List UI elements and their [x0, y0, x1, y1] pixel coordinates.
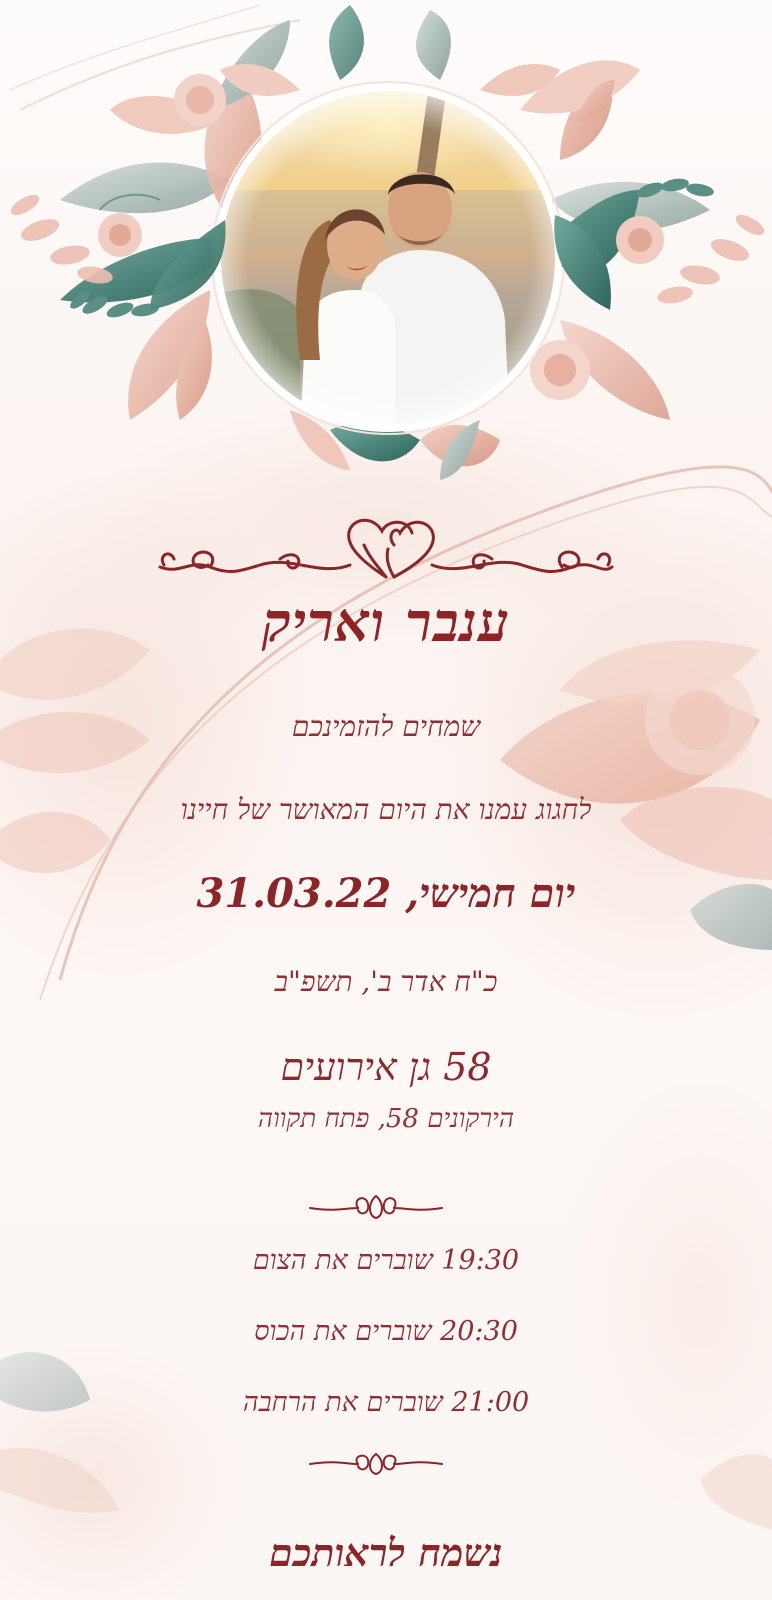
small-flourish-icon: [306, 1188, 446, 1224]
schedule-item: 20:30 שוברים את הכוס: [254, 1316, 518, 1347]
venue-address: הירקונים 58, פתח תקווה: [257, 1104, 515, 1134]
greeting-text: שמחים להזמינכם: [291, 710, 481, 743]
closing-text: נשמח לראותכם: [269, 1530, 503, 1575]
purpose-text: לחגוג עמנו את היום המאושר של חיינו: [180, 793, 592, 826]
schedule-item: 21:00 שוברים את הרחבה: [242, 1387, 530, 1418]
floral-wreath-icon: [0, 0, 772, 480]
venue-name: 58 גן אירועים: [280, 1045, 492, 1089]
event-date: יום חמישי, 31.03.22: [196, 870, 576, 917]
small-flourish-icon: [306, 1446, 446, 1482]
schedule-item: 19:30 שוברים את הצום: [252, 1245, 520, 1276]
hebrew-date: כ"ח אדר ב', תשפ"ב: [274, 965, 498, 998]
hearts-flourish-icon: [150, 515, 622, 595]
couple-names: ענבר ואריק: [262, 590, 510, 654]
